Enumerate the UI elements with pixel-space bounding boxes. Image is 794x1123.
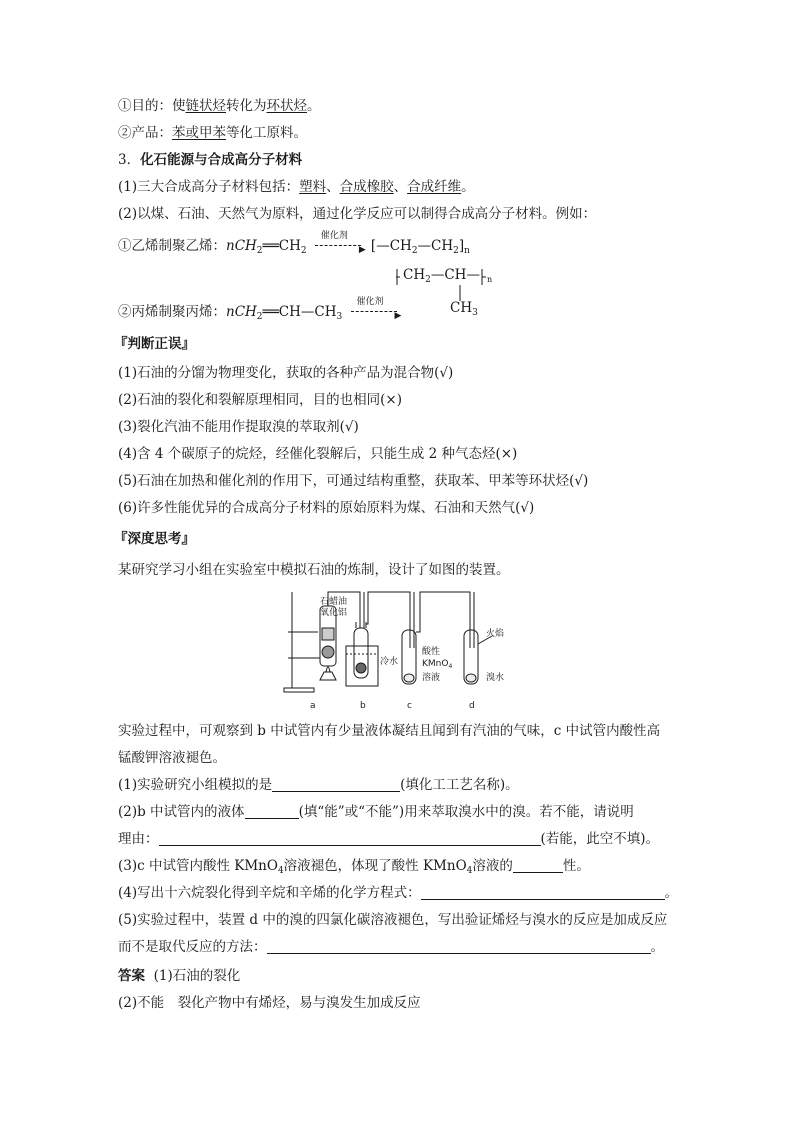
section-number: 3． [118,152,141,168]
label-kmno4: KMnO$_4$ [422,659,453,670]
formula: ══CH [262,238,301,254]
text: (1)三大合成高分子材料包括： [118,179,300,195]
equation-label: ②丙烯制聚丙烯： [118,304,226,320]
judge-item: (6)许多性能优异的合成高分子材料的原始原料为煤、石油和天然气(√) [118,500,535,516]
formula: nCH [226,238,257,254]
label-cold-water: 冷水 [380,657,399,667]
text: 理由： [118,831,159,847]
catalyst-label: 催化剂 [356,297,384,307]
subscript: n [487,275,493,284]
corner-bracket-icon: 』 [181,531,195,547]
formula: CH [450,300,473,316]
question-2-reason [118,830,659,848]
equation-polyethylene [118,231,470,260]
underlined-term: 合成纤维 [407,179,462,195]
question-5-method [118,938,664,956]
section-header-think [114,530,195,548]
answer-text: (1)石油的裂化 [153,968,241,984]
text: 性。 [562,858,590,874]
judge-item: (2)石油的裂化和裂解原理相同，目的也相同(×) [118,392,402,408]
answer-blank[interactable] [421,885,665,900]
text: (1)实验研究小组模拟的是 [118,777,273,793]
text: (3)c 中试管内酸性 KMnO [118,858,278,874]
text: 而不是取代反应的方法： [118,939,267,955]
text: 、 [326,179,340,195]
text: (2)b 中试管内的液体 [118,804,245,820]
corner-bracket-icon: 『 [114,531,128,547]
formula: —CH [376,238,412,254]
label-flame: 火焰 [486,629,505,639]
text: 溶液的 [472,858,513,874]
question-1 [118,776,519,794]
subscript: 2 [411,246,418,256]
answer-1 [118,967,240,985]
catalyst-label: 催化剂 [320,231,348,241]
formula: —CH— [430,267,480,283]
text-line-purpose [118,97,321,115]
answer-blank[interactable] [272,777,400,792]
text: (4)写出十六烷裂化得到辛烷和辛烯的化学方程式： [118,885,421,901]
section-heading-3 [118,151,302,169]
polypropylene-structure [392,265,502,317]
formula: —CH [417,238,454,254]
section-title: 化石能源与合成高分子材料 [140,152,303,168]
text: 等化工原料。 [226,125,307,141]
text: 。 [650,939,664,955]
equation-polypropylene [118,297,407,326]
label-bromine-water: 溴水 [486,673,505,683]
formula: nCH [226,304,257,320]
answer-blank[interactable] [267,939,651,954]
subscript: 2 [425,275,431,285]
header-title: 深度思考 [127,531,182,547]
label-paraffin: 石蜡油 [320,597,348,607]
bracket-icon: [ [370,238,377,254]
text: 。 [461,179,475,195]
text: 转化为 [226,98,267,114]
underlined-term: 合成橡胶 [339,179,394,195]
think-intro: 某研究学习小组在实验室中模拟石油的炼制，设计了如图的装置。 [118,562,510,578]
question-2 [118,803,634,821]
polymer-chain [403,267,480,285]
subscript: 2 [256,246,263,256]
text-line-raw-materials: (2)以煤、石油、天然气为原料，通过化学反应可以制得合成高分子材料。例如： [118,206,597,222]
label-d: d [469,701,475,711]
underlined-term: 苯或甲苯 [172,125,226,141]
reaction-arrow: 催化剂 ▶ [351,302,403,320]
text-line-materials [118,178,475,196]
text: (若能，此空不填)。 [540,831,660,847]
section-header-judge [114,335,195,353]
subscript: 2 [453,246,459,256]
equation-label: ①乙烯制聚乙烯： [118,238,226,254]
reaction-arrow: 催化剂 ▶ [315,236,367,254]
answer-2: (2)不能 裂化产物中有烯烃，易与溴发生加成反应 [118,995,421,1011]
label-a: a [310,701,316,711]
question-5: (5)实验过程中，装置 d 中的溴的四氯化碳溶液褪色，写出验证烯烃与溴水的反应是加成反应 [118,912,668,928]
underlined-term: 环状烃 [266,98,307,114]
text: 、 [393,179,408,195]
text: 。 [664,885,679,901]
subscript: 4 [466,866,473,876]
formula: ══CH—CH [262,304,337,320]
judge-item: (5)石油在加热和催化剂的作用下，可通过结构重整，获取苯、甲苯等环状烃(√) [118,473,589,489]
label-acid: 酸性 [422,647,441,657]
methyl-branch [450,300,478,318]
apparatus-diagram [280,588,520,716]
question-4 [118,884,678,902]
underlined-term: 链状烃 [185,98,226,114]
apparatus-figure [280,588,520,720]
subscript: 2 [300,246,307,256]
judge-item: (3)裂化汽油不能用作提取溴的萃取剂(√) [118,419,359,435]
underlined-term: 塑料 [299,179,327,195]
subscript: n [464,246,470,256]
think-paragraph-1: 实验过程中，可观察到 b 中试管内有少量液体凝结且闻到有汽油的气味，c 中试管内酸性高 [118,723,661,739]
label-solution: 溶液 [422,673,441,683]
subscript: 2 [256,312,263,322]
corner-bracket-icon: 』 [181,336,195,352]
text: (填“能”或“不能”)用来萃取溴水中的溴。若不能，请说明 [298,804,634,820]
figure-labels [310,595,504,711]
formula: CH [403,267,426,283]
label-b: b [360,701,366,711]
bracket-icon: ] [458,238,465,254]
text: 。 [307,98,321,114]
subscript: 4 [277,866,284,876]
think-paragraph-2: 锰酸钾溶液褪色。 [118,750,226,766]
label-alumina: 氧化铝 [320,608,348,618]
text: ①目的：使 [118,98,186,114]
text: ②产品： [118,125,172,141]
answer-label: 答案 [118,968,145,984]
header-title: 判断正误 [127,336,182,352]
answer-blank[interactable] [513,858,563,873]
answer-blank[interactable] [159,831,541,846]
subscript: 3 [336,312,343,322]
text-line-product [118,124,307,142]
corner-bracket-icon: 『 [114,336,128,352]
text: (填化工工艺名称)。 [400,777,519,793]
judge-item: (4)含 4 个碳原子的烷烃，经催化裂解后，只能生成 2 种气态烃(×) [118,446,518,462]
question-3 [118,857,590,880]
text: 溶液褪色，体现了酸性 KMnO [283,858,467,874]
judge-item: (1)石油的分馏为物理变化，获取的各种产品为混合物(√) [118,365,454,381]
label-c: c [407,701,412,711]
answer-blank[interactable] [245,804,299,819]
subscript: 3 [472,308,478,318]
